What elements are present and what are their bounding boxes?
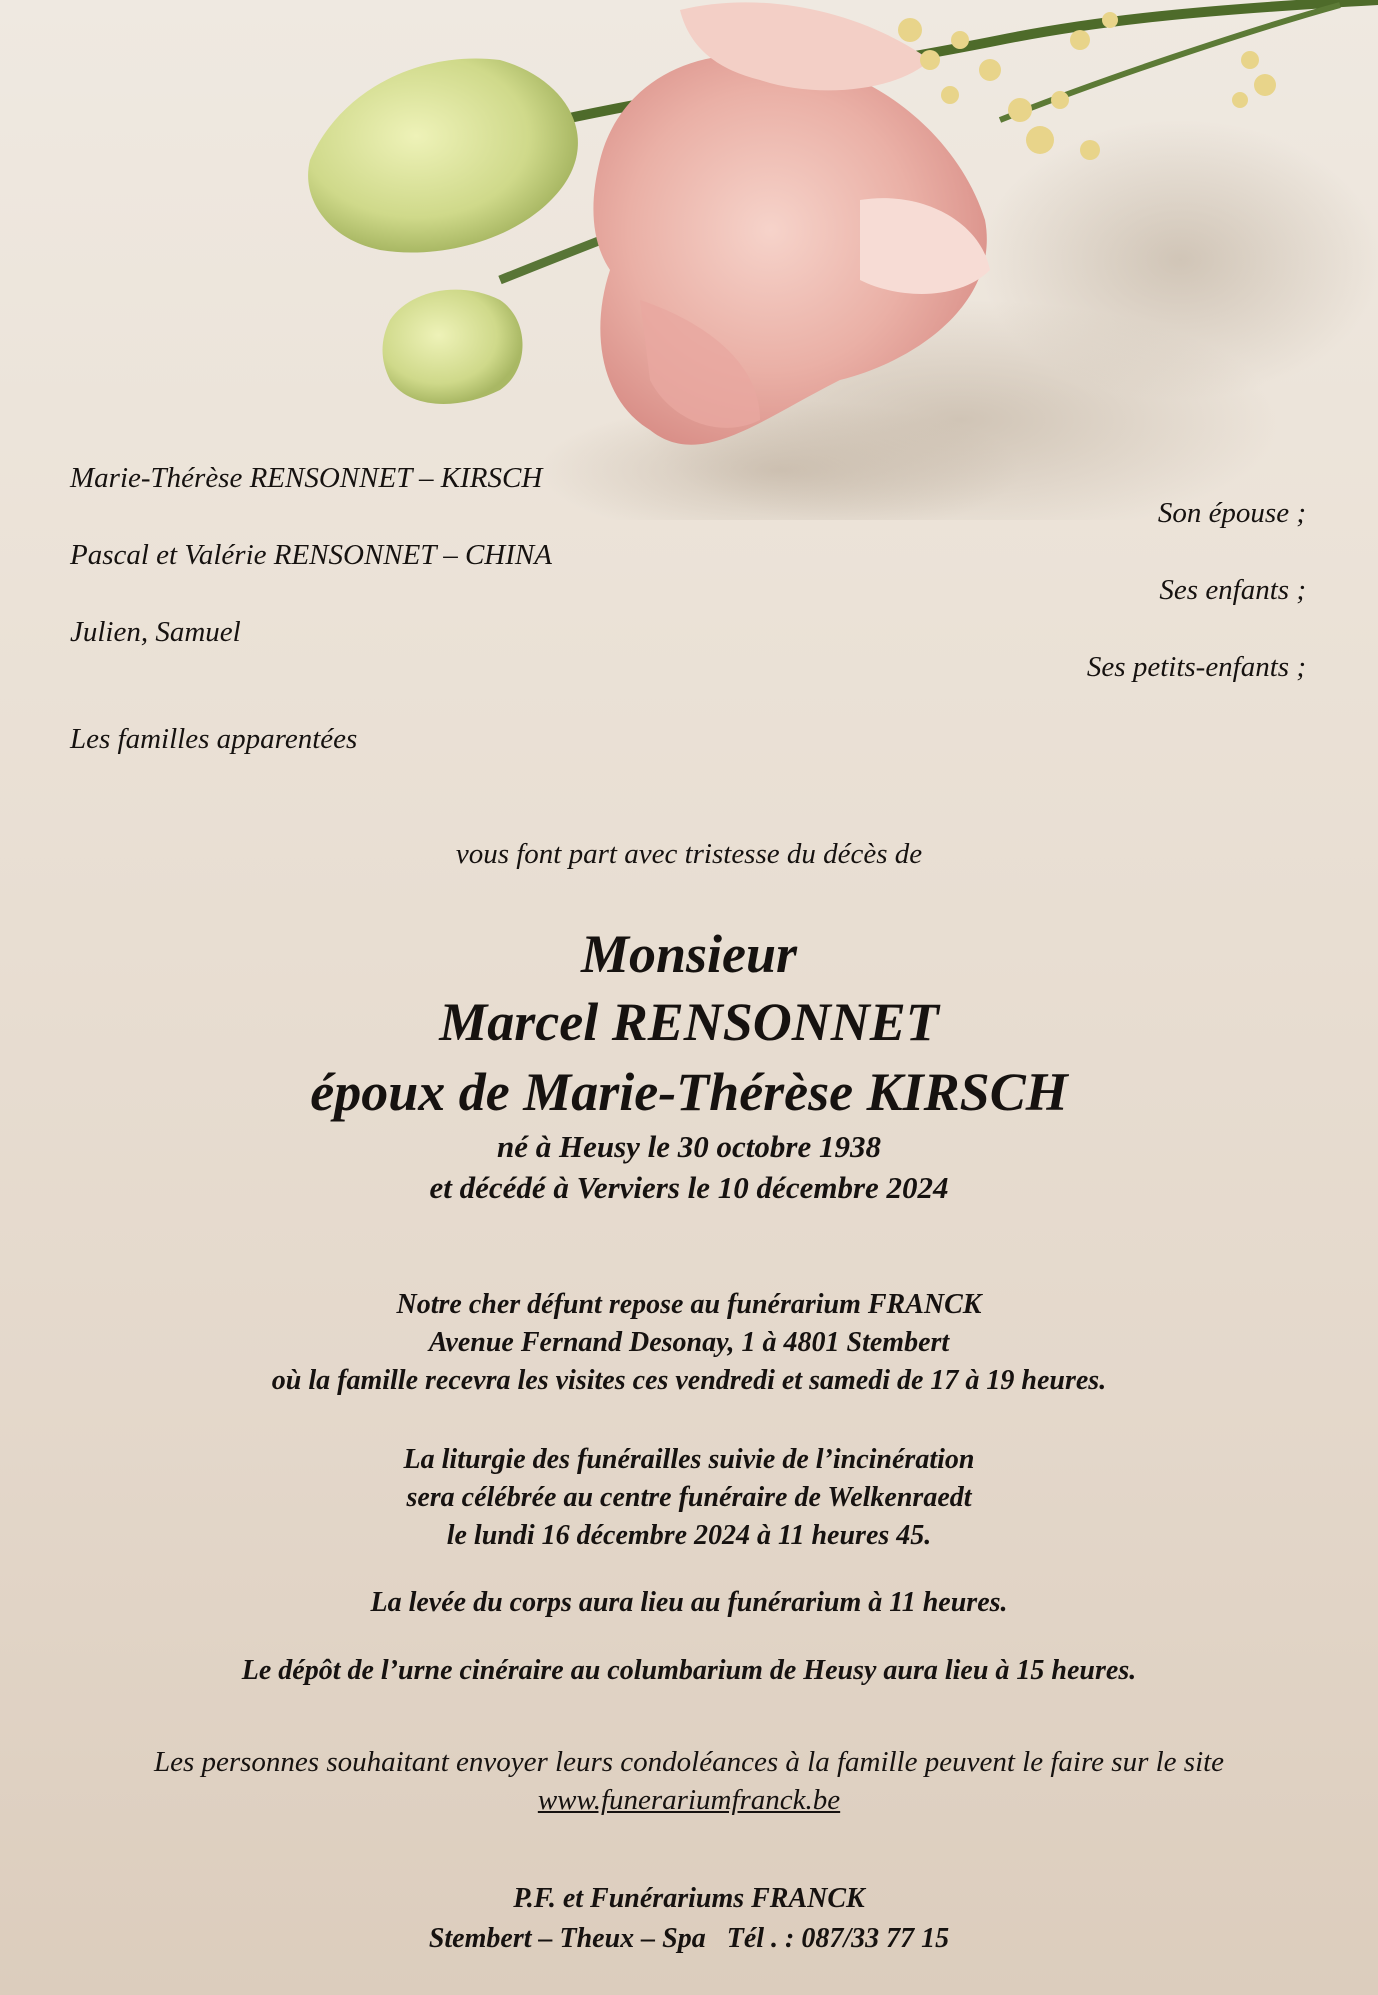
family-member-spouse: Marie-Thérèse RENSONNET – KIRSCH — [70, 462, 543, 494]
liturgy-line: le lundi 16 décembre 2024 à 11 heures 45. — [446, 1520, 932, 1551]
deceased-name: Marcel RENSONNET — [439, 992, 939, 1052]
flowers-image — [0, 0, 1378, 520]
relation-grandchildren: Ses petits-enfants ; — [1086, 651, 1306, 683]
liturgy-line: sera célébrée au centre funéraire de Welkenraedt — [406, 1482, 972, 1513]
visitation-line: Avenue Fernand Desonay, 1 à 4801 Stembert — [428, 1327, 950, 1358]
family-member-children: Pascal et Valérie RENSONNET – CHINA — [70, 539, 552, 571]
related-families: Les familles apparentées — [70, 723, 358, 755]
birth-info: né à Heusy le 30 octobre 1938 — [496, 1129, 881, 1164]
funeral-home-name: P.F. et Funérariums FRANCK — [513, 1883, 865, 1914]
relation-children: Ses enfants ; — [1159, 574, 1306, 606]
deceased-spouse: époux de Marie-Thérèse KIRSCH — [310, 1062, 1068, 1122]
death-info: et décédé à Verviers le 10 décembre 2024 — [429, 1170, 949, 1205]
visitation-line: Notre cher défunt repose au funérarium FRANCK — [396, 1289, 982, 1320]
deceased-title: Monsieur — [580, 924, 798, 984]
announcement-intro: vous font part avec tristesse du décès de — [455, 838, 923, 870]
family-member-grandchildren: Julien, Samuel — [70, 616, 241, 648]
funeral-home-contact: Stembert – Theux – Spa Tél . : 087/33 77 15 — [428, 1923, 950, 1954]
condolences-text: Les personnes souhaitant envoyer leurs condoléances à la famille peuvent le faire sur le site — [153, 1746, 1225, 1778]
liturgy-line: La liturgie des funérailles suivie de l’incinération — [403, 1444, 975, 1475]
urn-deposit-info: Le dépôt de l’urne cinéraire au columbarium de Heusy aura lieu à 15 heures. — [241, 1655, 1137, 1686]
body-removal-info: La levée du corps aura lieu au funérarium à 11 heures. — [370, 1587, 1008, 1618]
relation-spouse: Son épouse ; — [1157, 497, 1306, 529]
website-link[interactable]: www.funerariumfranck.be — [537, 1784, 841, 1816]
visitation-line: où la famille recevra les visites ces vendredi et samedi de 17 à 19 heures. — [271, 1365, 1107, 1396]
